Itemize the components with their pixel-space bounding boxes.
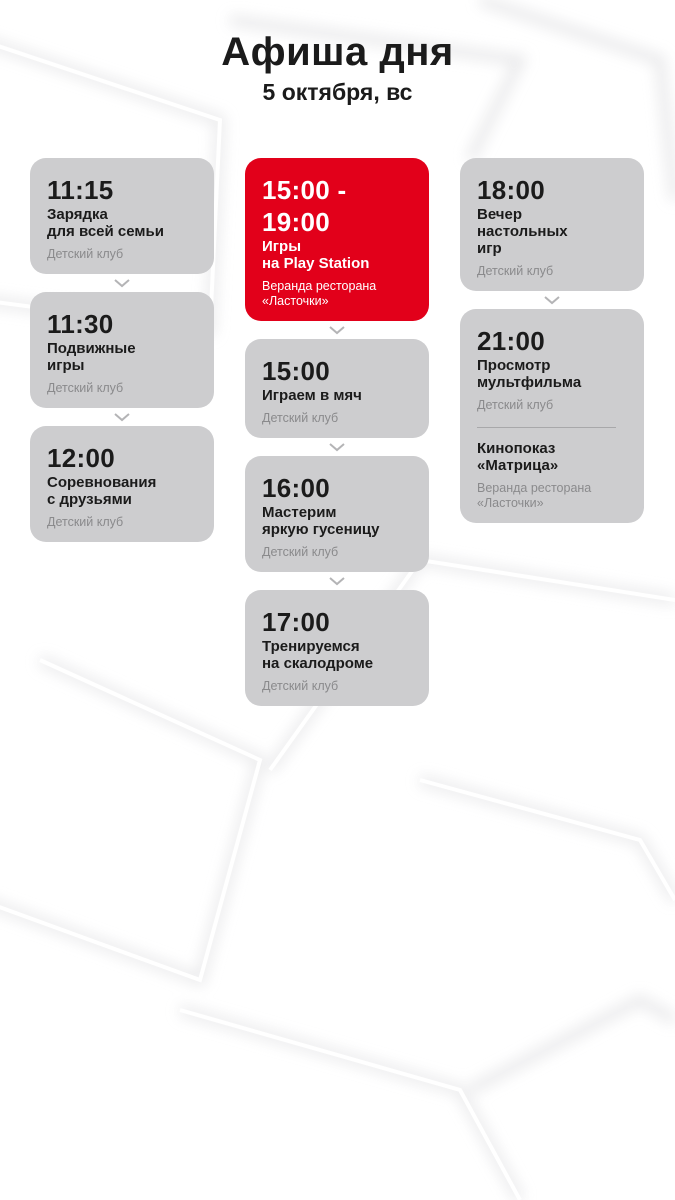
header: [0, 30, 675, 106]
event-time: 11:15: [47, 175, 114, 205]
event-entry: [477, 440, 628, 511]
event-location: Детский клуб: [262, 545, 339, 559]
event-location: Детский клуб: [477, 264, 554, 278]
event-name: Играем в мяч: [262, 387, 362, 404]
chevron-down-icon: [460, 291, 644, 309]
event-entry: [47, 206, 198, 262]
schedule-column-1: [30, 158, 214, 542]
event-location: Веранда ресторана «Ласточки»: [262, 279, 377, 308]
event-location: Детский клуб: [262, 679, 339, 693]
event-entry: [262, 638, 413, 694]
event-name: Подвижные игры: [47, 340, 136, 374]
event-card[interactable]: [30, 292, 214, 408]
event-entry: [262, 504, 413, 560]
chevron-down-icon: [30, 408, 214, 426]
event-entry: [477, 206, 628, 279]
event-name: Игры на Play Station: [262, 238, 370, 272]
chevron-down-icon: [245, 438, 429, 456]
event-time: 12:00: [47, 443, 115, 473]
chevron-down-icon: [245, 572, 429, 590]
event-location: Детский клуб: [262, 411, 339, 425]
event-name: Кинопоказ «Матрица»: [477, 440, 559, 474]
event-entry: [262, 387, 413, 426]
schedule-column-3: [460, 158, 644, 523]
event-time: 21:00: [477, 326, 545, 356]
schedule-column-2: [245, 158, 429, 706]
event-name: Зарядка для всей семьи: [47, 206, 164, 240]
event-entry: [477, 357, 628, 413]
event-time: 17:00: [262, 607, 330, 637]
event-name: Мастерим яркую гусеницу: [262, 504, 380, 538]
event-entry: [47, 474, 198, 530]
event-name: Просмотр мультфильма: [477, 357, 582, 391]
event-name: Тренируемся на скалодроме: [262, 638, 374, 672]
chevron-down-icon: [30, 274, 214, 292]
event-name: Соревнования с друзьями: [47, 474, 157, 508]
event-time: 15:00: [262, 356, 330, 386]
event-location: Веранда ресторана «Ласточки»: [477, 481, 592, 510]
event-card[interactable]: [30, 158, 214, 274]
chevron-down-icon: [245, 321, 429, 339]
event-entry: [47, 340, 198, 396]
event-location: Детский клуб: [47, 247, 124, 261]
page-title: Афиша дня: [221, 30, 454, 74]
event-card[interactable]: [460, 309, 644, 523]
event-time: 18:00: [477, 175, 545, 205]
event-time: 16:00: [262, 473, 330, 503]
event-card[interactable]: [245, 456, 429, 572]
event-location: Детский клуб: [47, 381, 124, 395]
event-card-highlight[interactable]: [245, 158, 429, 321]
event-name: Вечер настольных игр: [477, 206, 568, 257]
event-location: Детский клуб: [477, 398, 554, 412]
event-card[interactable]: [460, 158, 644, 291]
page-date: 5 октября, вс: [262, 79, 413, 105]
event-entry: [262, 238, 413, 309]
divider: [477, 427, 616, 428]
event-card[interactable]: [245, 339, 429, 438]
event-card[interactable]: [245, 590, 429, 706]
event-location: Детский клуб: [47, 515, 124, 529]
event-time: 15:00 - 19:00: [262, 175, 347, 237]
event-time: 11:30: [47, 309, 114, 339]
event-card[interactable]: [30, 426, 214, 542]
